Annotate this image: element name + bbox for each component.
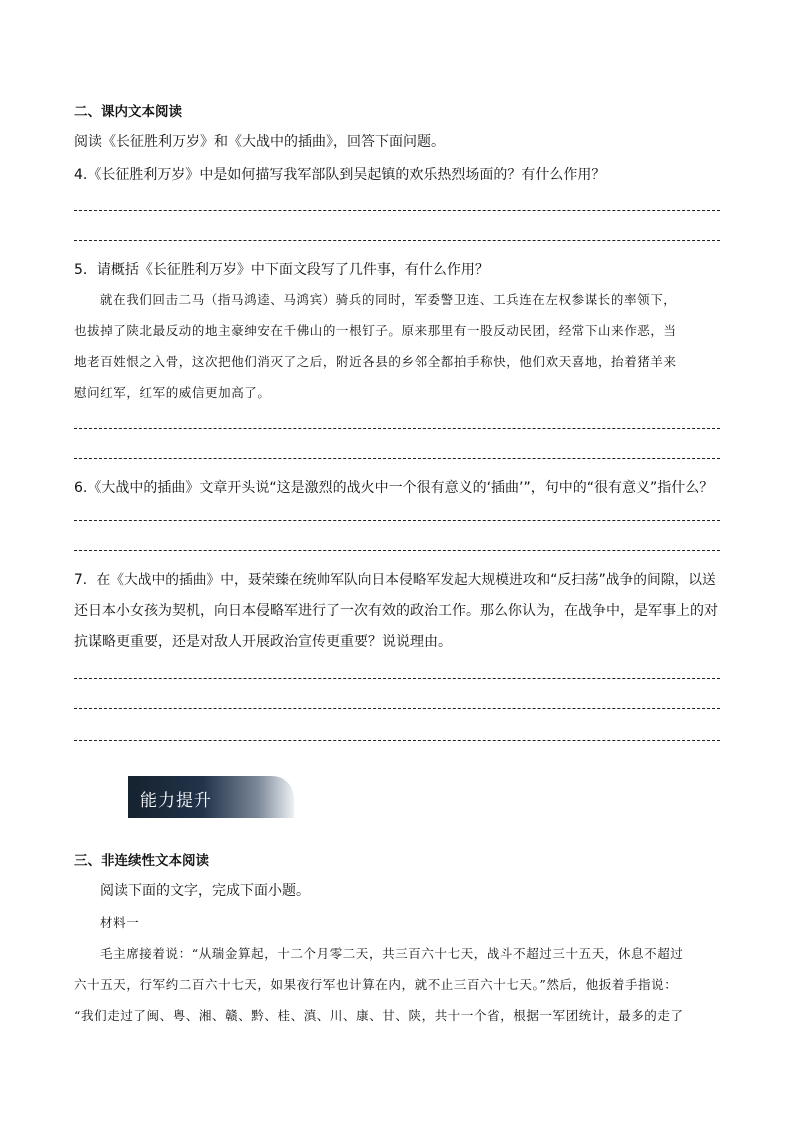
answer-line[interactable] — [74, 210, 720, 211]
question-6: 6.《大战中的插曲》文章开头说“这是激烈的战火中一个很有意义的‘插曲’”，句中的“很有意义”指什么？ — [74, 480, 714, 496]
section-3-heading: 三、非连续性文本阅读 — [74, 853, 209, 869]
answer-line[interactable] — [74, 240, 720, 241]
ability-banner — [128, 776, 294, 818]
question-7-line: 抗谋略更重要，还是对敌人开展政治宣传更重要？说说理由。 — [74, 634, 452, 650]
answer-line[interactable] — [74, 708, 720, 709]
question-7-line: 还日本小女孩为契机，向日本侵略军进行了一次有效的政治工作。那么你认为，在战争中，是军事上的对 — [74, 603, 718, 619]
answer-line[interactable] — [74, 458, 720, 459]
question-5: 5．请概括《长征胜利万岁》中下面文段写了几件事，有什么作用？ — [74, 262, 489, 278]
answer-line[interactable] — [74, 550, 720, 551]
material-line: “我们走过了闽、粤、湘、赣、黔、桂、滇、川、康、甘、陕，共十一个省，根据一军团统计，最多的走了 — [74, 1008, 684, 1023]
question-7-line: 7．在《大战中的插曲》中，聂荣臻在统帅军队向日本侵略军发起大规模进攻和“反扫荡”战争的间隙，以送 — [74, 572, 716, 588]
answer-line[interactable] — [74, 678, 720, 679]
passage-line: 地老百姓恨之入骨，这次把他们消灭了之后，附近各县的乡邻全都拍手称快，他们欢天喜地，抬着猪羊来 — [74, 354, 677, 369]
section-3-instruction: 阅读下面的文字，完成下面小题。 — [100, 883, 310, 899]
material-line: 毛主席接着说：“从瑞金算起，十二个月零二天，共三百六十七天，战斗不超过三十五天，休息不超过 — [100, 946, 684, 961]
material-line: 六十五天，行军约二百六十七天，如果夜行军也计算在内，就不止三百六十七天。”然后，他扳着手指说： — [74, 977, 678, 992]
passage-line: 就在我们回击二马（指马鸿逵、马鸿宾）骑兵的同时，军委警卫连、工兵连在左权参谋长的率领下， — [100, 292, 677, 307]
section-2-heading: 二、课内文本阅读 — [74, 104, 182, 120]
answer-line[interactable] — [74, 740, 720, 741]
question-4: 4.《长征胜利万岁》中是如何描写我军部队到吴起镇的欢乐热烈场面的？有什么作用？ — [74, 167, 606, 183]
passage-line: 也拔掉了陕北最反动的地主豪绅安在千佛山的一根钉子。原来那里有一股反动民团，经常下山来作恶，当 — [74, 323, 677, 338]
material-label: 材料一 — [100, 915, 140, 930]
banner-label: 能力提升 — [140, 791, 212, 811]
answer-line[interactable] — [74, 428, 720, 429]
section-2-instruction: 阅读《长征胜利万岁》和《大战中的插曲》，回答下面问题。 — [74, 134, 445, 150]
answer-line[interactable] — [74, 520, 720, 521]
passage-line: 慰问红军，红军的威信更加高了。 — [74, 385, 271, 400]
